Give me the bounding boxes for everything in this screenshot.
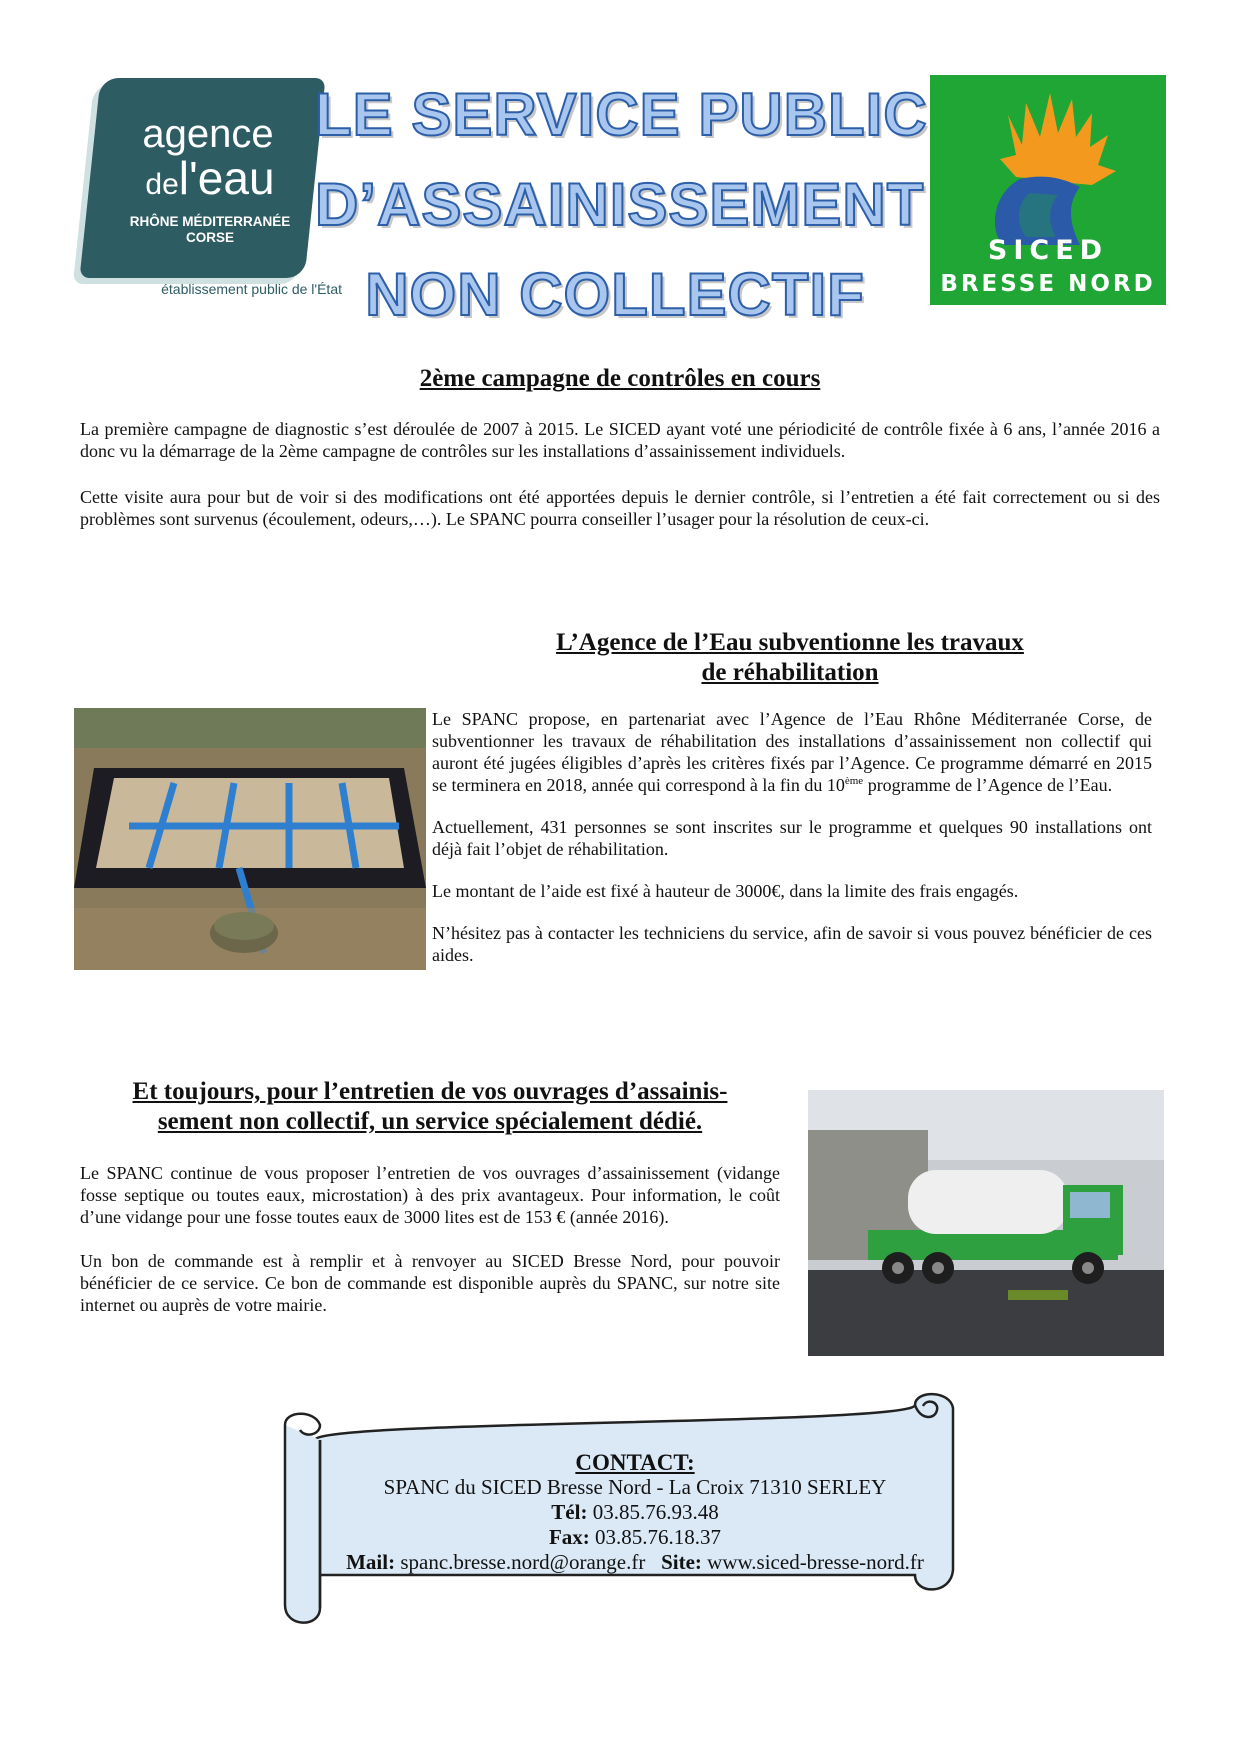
- contact-mail-link[interactable]: spanc.bresse.nord@orange.fr: [400, 1550, 646, 1574]
- contact-heading: CONTACT:: [575, 1450, 695, 1475]
- title-line-2: D’ASSAINISSEMENT: [315, 171, 925, 238]
- siced-label: SICED: [987, 235, 1109, 266]
- agence-de-leau-logo: [80, 78, 340, 303]
- section2-text: [432, 708, 1152, 986]
- bresse-nord-label: BRESSE NORD: [940, 271, 1156, 297]
- drainage-trench-photo: [74, 708, 426, 970]
- section3-paragraph-2: Un bon de commande est à remplir et à renvoyer au SICED Bresse Nord, pour pouvoir bénéficier de ce service. Ce bon de commande est disponible auprès du SPANC, sur notre site internet ou auprès de votre mairie.: [80, 1251, 780, 1315]
- contact-fax: Fax: 03.85.76.18.37: [548, 1525, 722, 1549]
- section1-paragraph-2: Cette visite aura pour but de voir si des modifications ont été apportées depuis le dernier contrôle, si l’entretien a été fait correctement ou si des problèmes sont survenus (écoulement, odeurs,…). Le SPANC pourra conseiller l’usager pour la résolution de ceux-ci.: [80, 487, 1160, 529]
- contact-tel: Tél: 03.85.76.93.48: [551, 1500, 719, 1524]
- vacuum-truck-photo: [808, 1090, 1164, 1356]
- section3-text: [80, 1162, 780, 1338]
- title-line-3: NON COLLECTIF: [365, 261, 865, 328]
- section1-paragraph-1: La première campagne de diagnostic s’est déroulée de 2007 à 2015. Le SICED ayant voté une périodicité de contrôle fixée à 6 ans, l’année 2016 a donc vu la démarrage de la 2ème campagne de contrôles sur les installations d’assainissement individuels.: [80, 419, 1160, 461]
- section2-heading: L’Agence de l’Eau subventionne les travaux de réhabilitation: [556, 629, 1024, 686]
- section2-paragraph-2: Actuellement, 431 personnes se sont inscrites sur le programme et quelques 90 installations ont déjà fait l’objet de réhabilitation.: [432, 817, 1152, 859]
- logo-line-de-leau: del'eau: [145, 152, 275, 204]
- page-title: [315, 70, 928, 340]
- logo-line-agence: agence: [142, 112, 274, 156]
- section2-paragraph-1: Le SPANC propose, en partenariat avec l’Agence de l’Eau Rhône Méditerranée Corse, de subventionner les travaux de réhabilitation des installations d’assainissement non collectif qui auront été jugées éligibles d’après les critères fixés par l’Agence. Ce programme démarré en 2015 se terminera en 2018, année qui correspond à la fin du 10ème programme de l’Agence de l’Eau.: [432, 709, 1152, 795]
- contact-site-link[interactable]: www.siced-bresse-nord.fr: [707, 1550, 924, 1574]
- contact-text: [315, 1450, 955, 1575]
- section3-paragraph-1: Le SPANC continue de vous proposer l’entretien de vos ouvrages d’assainissement (vidange fosse septique ou toutes eaux, microstation) à des prix avantageux. Pour information, le coût d’une vidange pour une fosse toutes eaux de 3000 lites est de 153 € (année 2016).: [80, 1163, 780, 1227]
- section2-paragraph-4: N’hésitez pas à contacter les techniciens du service, afin de savoir si vous pouvez bénéficier de ces aides.: [432, 923, 1152, 965]
- title-line-1: LE SERVICE PUBLIC: [315, 81, 928, 148]
- logo-tagline: établissement public de l'État: [161, 281, 342, 297]
- section1-heading: 2ème campagne de contrôles en cours: [419, 365, 821, 392]
- contact-mail-site: Mail: spanc.bresse.nord@orange.fr Site: www.siced-bresse-nord.fr: [346, 1550, 924, 1574]
- logo-line-region: RHÔNE MÉDITERRANÉE CORSE: [129, 214, 291, 245]
- contact-address: SPANC du SICED Bresse Nord - La Croix 71310 SERLEY: [383, 1475, 887, 1499]
- section2-paragraph-3: Le montant de l’aide est fixé à hauteur de 3000€, dans la limite des frais engagés.: [432, 881, 1019, 901]
- section3-heading: Et toujours, pour l’entretien de vos ouvrages d’assainis- sement non collectif, un service spécialement dédié.: [132, 1078, 728, 1135]
- siced-bresse-nord-logo: [930, 75, 1166, 305]
- contact-scroll: [275, 1380, 985, 1630]
